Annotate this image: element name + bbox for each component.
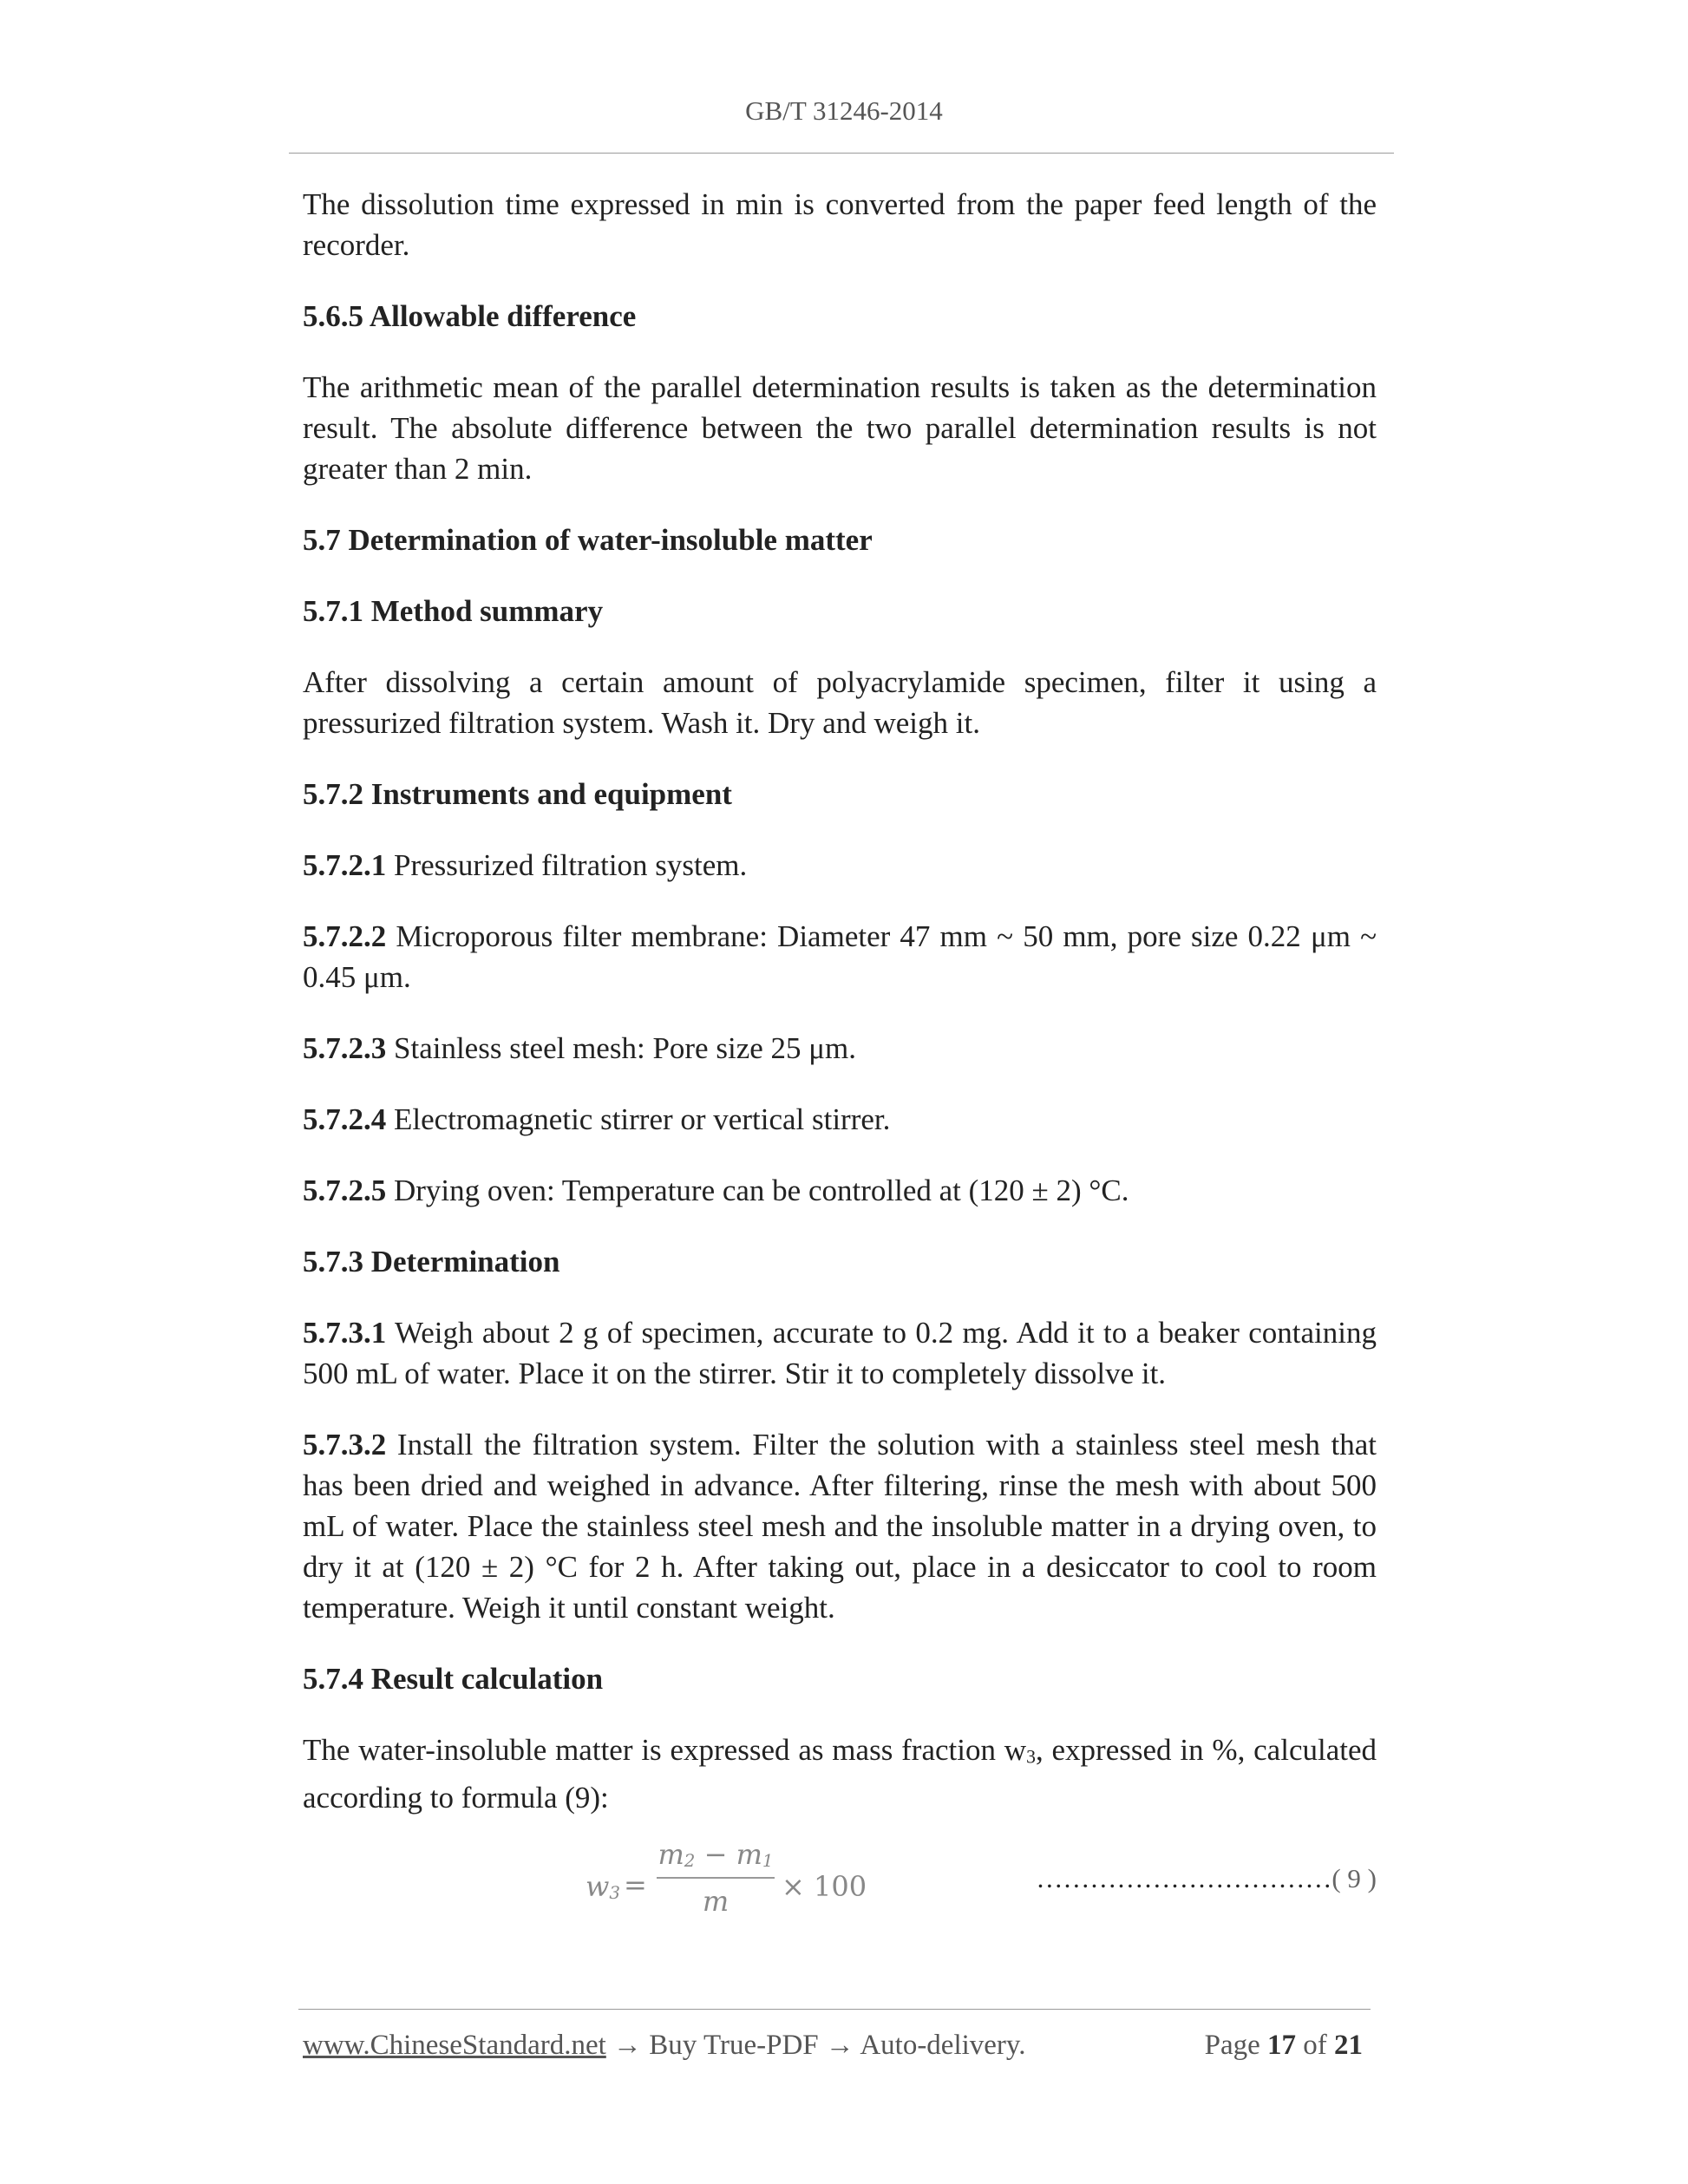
website-link[interactable]: www.ChineseStandard.net xyxy=(303,2030,606,2061)
section-5-7-1-text: After dissolving a certain amount of polyacrylamide specimen, filter it using a pressurized filtration system. Wash it. Dry and weigh it. xyxy=(303,665,1377,740)
buy-text: Buy True-PDF xyxy=(649,2030,819,2061)
formula-9 xyxy=(303,1837,1377,1932)
footer-left xyxy=(303,2030,1026,2062)
page-total: 21 xyxy=(1334,2030,1363,2061)
list-item xyxy=(303,1028,1377,1069)
equation-number: ( 9 ) xyxy=(1331,1863,1377,1893)
page-indicator xyxy=(1205,2030,1363,2062)
list-item xyxy=(303,1099,1377,1140)
footer-divider xyxy=(298,2009,1371,2010)
page-footer xyxy=(303,2030,1377,2070)
item-text: Weigh about 2 g of specimen, accurate to 0.2 mg. Add it to a beaker containing 500 mL of water. Place it on the stirrer. Stir it to completely dissolve it. xyxy=(303,1316,1377,1390)
section-5-7-2-heading: 5.7.2 Instruments and equipment xyxy=(303,777,732,811)
list-item xyxy=(303,1424,1377,1628)
item-number: 5.7.2.4 xyxy=(303,1102,387,1136)
subscript: 3 xyxy=(1026,1746,1036,1768)
text-part: The water-insoluble matter is expressed as mass fraction w xyxy=(303,1733,1027,1767)
list-item xyxy=(303,1170,1377,1211)
formula-numerator: $m_2 - m_1$ xyxy=(658,1838,774,1871)
formula-denominator: m xyxy=(702,1885,730,1918)
section-5-7-4-text xyxy=(303,1730,1377,1818)
list-item xyxy=(303,845,1377,886)
arrow-icon: → xyxy=(605,2030,650,2061)
fraction-bar xyxy=(657,1877,775,1879)
item-number: 5.7.2.1 xyxy=(303,848,387,882)
of-label: of xyxy=(1303,2030,1327,2061)
section-5-7-4-heading: 5.7.4 Result calculation xyxy=(303,1662,604,1696)
formula-lhs: $w_3$ xyxy=(586,1870,621,1903)
section-5-7-1-heading: 5.7.1 Method summary xyxy=(303,594,604,628)
page-label: Page xyxy=(1204,2030,1260,2061)
item-number: 5.7.2.3 xyxy=(303,1031,387,1065)
item-text: Drying oven: Temperature can be controlled at (120 ± 2) °C. xyxy=(386,1174,1129,1207)
text-part: , expressed in %, calculated according to formula (9): xyxy=(303,1733,1377,1815)
section-5-6-5-text: The arithmetic mean of the parallel determination results is taken as the determination result. The absolute difference between the two parallel determination results is not greater than 2 min. xyxy=(303,370,1377,486)
item-number: 5.7.3.1 xyxy=(303,1316,387,1350)
section-5-6-5-heading: 5.6.5 Allowable difference xyxy=(303,299,637,333)
intro-paragraph: The dissolution time expressed in min is converted from the paper feed length of the recorder. xyxy=(303,187,1377,262)
leader-dots: …………………………… xyxy=(1036,1863,1332,1893)
item-number: 5.7.3.2 xyxy=(303,1428,387,1461)
page-number: 17 xyxy=(1267,2030,1296,2061)
formula-multiplier: × 100 xyxy=(782,1870,867,1903)
item-text: Stainless steel mesh: Pore size 25 μm. xyxy=(386,1031,856,1065)
list-item xyxy=(303,1312,1377,1394)
delivery-text: Auto-delivery. xyxy=(860,2030,1026,2061)
arrow-icon: → xyxy=(818,2030,860,2061)
item-text: Microporous filter membrane: Diameter 47 mm ~ 50 mm, pore size 0.22 μm ~ 0.45 μm. xyxy=(303,919,1377,994)
formula-leader xyxy=(1036,1863,1377,1894)
list-item xyxy=(303,916,1377,997)
header-divider xyxy=(289,153,1394,154)
page-header: GB/T 31246-2014 xyxy=(745,95,943,126)
item-number: 5.7.2.5 xyxy=(303,1174,387,1207)
formula-equals: = xyxy=(624,1868,647,1901)
section-5-7-heading: 5.7 Determination of water-insoluble matter xyxy=(303,523,873,557)
section-5-7-3-heading: 5.7.3 Determination xyxy=(303,1245,560,1278)
formula-fraction xyxy=(657,1837,775,1919)
item-text: Install the filtration system. Filter the solution with a stainless steel mesh that has been dried and weighed in advance. After filtering, rinse the mesh with about 500 mL of water. Place the stainless steel mesh and the insoluble matter in a drying oven, to dry it at (120 ± 2) °C for 2 h. After taking out, place in a desiccator to cool to room temperature. Weigh it until constant weight. xyxy=(303,1428,1377,1625)
item-number: 5.7.2.2 xyxy=(303,919,387,953)
document-body xyxy=(303,184,1377,1848)
item-text: Electromagnetic stirrer or vertical stirrer. xyxy=(386,1102,891,1136)
item-text: Pressurized filtration system. xyxy=(386,848,748,882)
